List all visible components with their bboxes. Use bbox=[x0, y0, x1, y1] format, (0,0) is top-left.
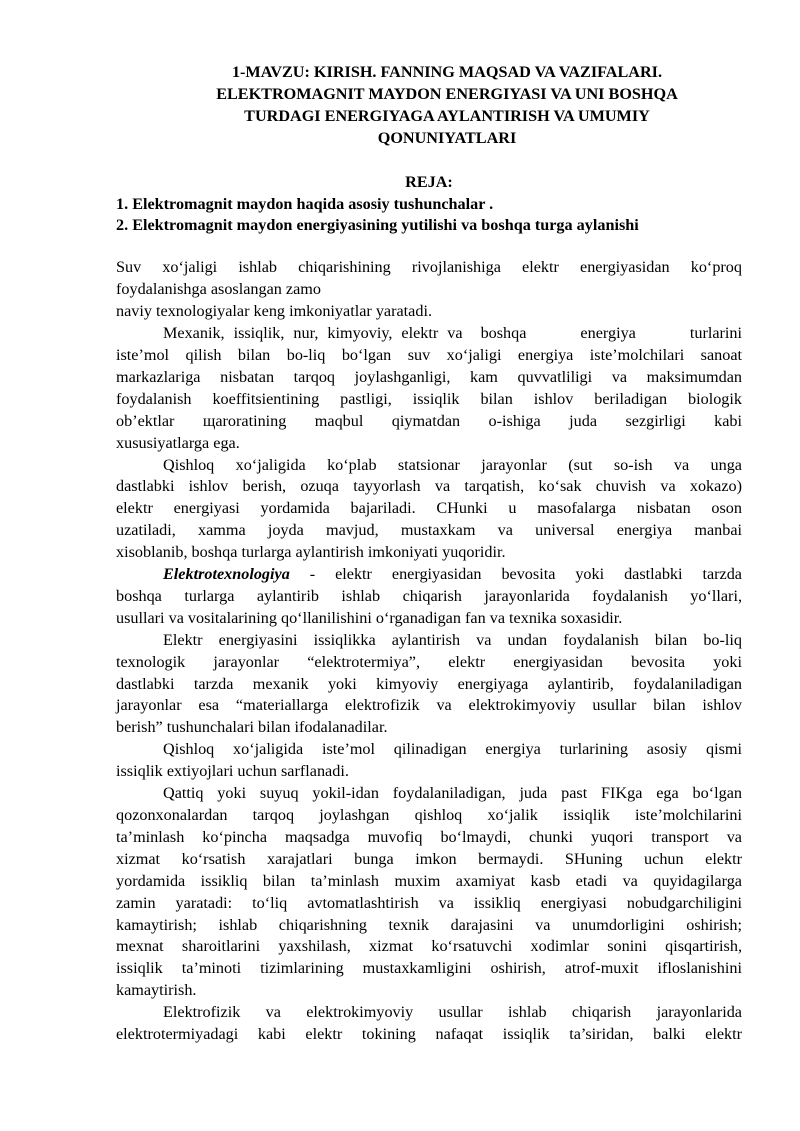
text-line bbox=[116, 564, 742, 586]
paragraph-intro bbox=[116, 257, 742, 323]
text-line: foydalanishga asoslangan zamo bbox=[116, 280, 321, 299]
text-line: usullari va vositalarining qo‘llanilishini o‘rganadigan fan va texnika soxasidir. bbox=[116, 608, 623, 627]
text-line: qozonxonalardan tarqoq joylashgan qishloq xo‘jalik issiqlik iste’molchilarini bbox=[116, 806, 742, 824]
title-line: 1-MAVZU: KIRISH. FANNING MAQSAD VA VAZIFALARI. bbox=[231, 63, 663, 81]
text-line: kamaytirish; ishlab chiqarishning texnik darajasini va unumdorligini oshirish; bbox=[116, 915, 742, 934]
text-line: xisoblanib, boshqa turlarga aylantirish imkoniyati yuqoridir. bbox=[116, 543, 506, 562]
paragraph-electrophysical bbox=[116, 1002, 742, 1046]
defined-term: Elektrotexnologiya bbox=[163, 565, 290, 584]
text-line: elektrotermiyadagi kabi elektr tokining nafaqat issiqlik ta’siridan, balki elektr bbox=[116, 1025, 742, 1044]
text-line: issiqlik extiyojlari uchun sarflanadi. bbox=[116, 762, 349, 781]
text-line: kamaytirish. bbox=[116, 981, 197, 1000]
title-line: ELEKTROMAGNIT MAYDON ENERGIYASI VA UNI BOSHQA bbox=[216, 84, 678, 103]
text-line: ta’minlash ko‘pincha maqsadga muvofiq bo‘lmaydi, chunki yuqori transport va bbox=[116, 827, 742, 846]
paragraph-heat-needs bbox=[116, 739, 742, 783]
text-line: xizmat ko‘rsatish xarajatlari bunga imkon bermaydi. SHuning uchun elektr bbox=[116, 849, 742, 868]
paragraph-consumers bbox=[116, 323, 742, 454]
text-line: zamin yaratadi: to‘liq avtomatlashtirish va issikliq energiyasi nobudgarchiligini bbox=[116, 893, 742, 912]
text-line: issiqlik ta’minoti tizimlarining mustaxkamligini oshirish, atrof-muxit ifloslanishini bbox=[116, 959, 742, 978]
text-line: boshqa turlarga aylantirib ishlab chiqarish jarayonlarida foydalanish yo‘llari, bbox=[116, 586, 742, 605]
text-line: Qishloq xo‘jaligida ko‘plab statsionar jarayonlar (sut so-ish va unga bbox=[163, 455, 742, 474]
text-line: Qattiq yoki suyuq yokil-idan foydalaniladigan, juda past FIKga ega bo‘lgan bbox=[163, 784, 742, 803]
plan-heading: REJA: bbox=[405, 172, 453, 191]
text-line: uzatiladi, xamma joyda mavjud, mustaxkam va universal energiya manbai bbox=[116, 521, 742, 540]
text-line: iste’mol qilish bilan bo-liq bo‘lgan suv xo‘jaligi energiya iste’molchilari sanoat bbox=[116, 345, 742, 364]
text-line: berish” tushunchalari bilan ifodalanadilar. bbox=[116, 718, 388, 737]
text-line: ob’ektlar щaroratining maqbul qiymatdan o-ishiga juda sezgirligi kabi bbox=[116, 411, 742, 430]
text-line: Elektr energiyasini issiqlikka aylantirish va undan foydalanish bilan bo-liq bbox=[163, 630, 742, 649]
text-line: Suv xo‘jaligi ishlab chiqarishining rivojlanishiga elektr energiyasidan ko‘proq bbox=[116, 258, 742, 277]
paragraph-agriculture-processes bbox=[116, 455, 742, 565]
paragraph-definition bbox=[116, 564, 742, 630]
text-line: Mexanik, issiqlik, nur, kimyoviy, elektr va boshqa energiya turlarini bbox=[163, 324, 742, 343]
text-line: jarayonlar esa “materiallarga elektrofizik va elektrokimyoviy usullar bilan ishlov bbox=[116, 696, 742, 715]
text-line: yordamida issikliq bilan ta’minlash muxim axamiyat kasb etadi va quyidagilarga bbox=[116, 871, 742, 890]
text-run: - elektr energiyasidan bevosita yoki dastlabki tarzda bbox=[289, 565, 742, 584]
title-line: TURDAGI ENERGIYAGA AYLANTIRISH VA UMUMIY bbox=[244, 106, 650, 125]
text-line: dastlabki ishlov berish, ozuqa tayyorlash va tarqatish, ko‘sak chuvish va xokazo) bbox=[116, 477, 742, 496]
text-line: foydalanish koeffitsientining pastligi, issiqlik bilan ishlov beriladigan biologik bbox=[116, 389, 742, 408]
plan-list bbox=[116, 194, 742, 238]
text-line: naviy texnologiyalar keng imkoniyatlar yaratadi. bbox=[116, 302, 433, 321]
document-title bbox=[116, 62, 742, 150]
text-line: markazlariga nisbatan tarqoq joylashganligi, kam quvvatliligi va maksimumdan bbox=[116, 367, 742, 386]
paragraph-heat-supply bbox=[116, 783, 742, 1002]
text-line: dastlabki tarzda mexanik yoki kimyoviy energiyaga aylantirib, foydalaniladigan bbox=[116, 674, 742, 693]
document-page bbox=[116, 62, 742, 1046]
text-line: mexnat sharoitlarini yaxshilash, xizmat ko‘rsatuvchi xodimlar sonini qisqartirish, bbox=[116, 937, 742, 956]
text-line: texnologik jarayonlar “elektrotermiya”, elektr energiyasidan bevosita yoki bbox=[116, 652, 742, 671]
text-line: Elektrofizik va elektrokimyoviy usullar ishlab chiqarish jarayonlarida bbox=[163, 1003, 742, 1022]
plan-item: 1. Elektromagnit maydon haqida asosiy tushunchalar . bbox=[116, 194, 494, 213]
text-line: xususiyatlarga ega. bbox=[116, 433, 240, 452]
title-line: QONUNIYATLARI bbox=[377, 128, 517, 147]
text-line: elektr energiyasi yordamida bajariladi. CHunki u masofalarga nisbatan oson bbox=[116, 499, 742, 518]
paragraph-electrothermy bbox=[116, 630, 742, 740]
plan-item: 2. Elektromagnit maydon energiyasining yutilishi va boshqa turga aylanishi bbox=[116, 216, 639, 235]
text-line: Qishloq xo‘jaligida iste’mol qilinadigan energiya turlarining asosiy qismi bbox=[163, 740, 742, 759]
